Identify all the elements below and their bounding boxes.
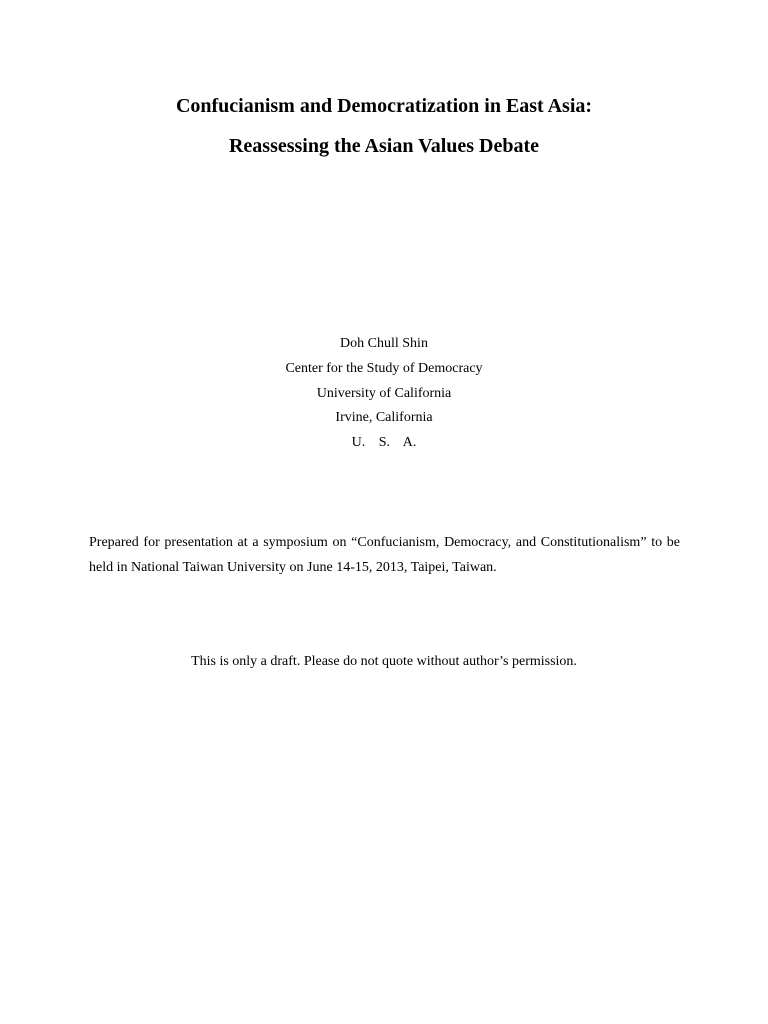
author-affiliation-center: Center for the Study of Democracy [285, 360, 483, 376]
author-affiliation-university: University of California [316, 385, 452, 401]
paper-title-line-2: Reassessing the Asian Values Debate [228, 135, 540, 157]
author-location-city: Irvine, California [335, 410, 433, 426]
author-name: Doh Chull Shin [340, 336, 428, 351]
presentation-note-line-1: Prepared for presentation at a symposium on “Confucianism, Democracy, and Constitutionalism” to be [89, 535, 680, 550]
draft-notice: This is only a draft. Please do not quote without author’s permission. [191, 654, 577, 669]
author-block [0, 334, 768, 458]
presentation-note-line-2: held in National Taiwan University on June 14-15, 2013, Taipei, Taiwan. [89, 560, 497, 575]
author-location-country: U. S. A. [351, 435, 417, 451]
presentation-note [89, 530, 680, 580]
paper-title-line-1: Confucianism and Democratization in East Asia: [175, 95, 593, 117]
